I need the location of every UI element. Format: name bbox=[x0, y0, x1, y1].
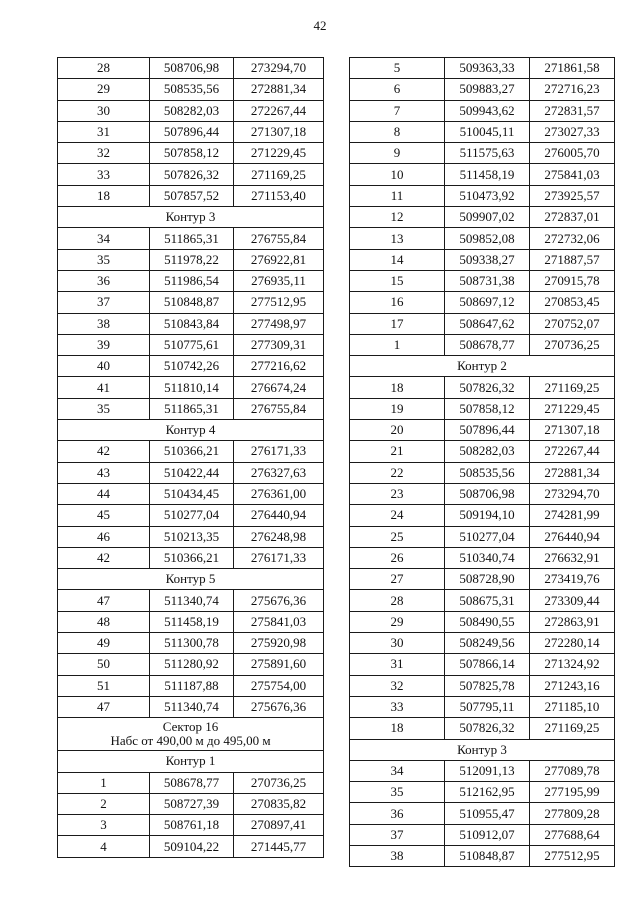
coord-y-cell: 276361,00 bbox=[234, 483, 324, 504]
coord-x-cell: 510473,92 bbox=[445, 185, 530, 206]
sector-title: Сектор 16 bbox=[162, 719, 219, 735]
table-row bbox=[350, 483, 615, 504]
coord-y-cell: 277089,78 bbox=[530, 760, 615, 781]
coord-x-cell: 508706,98 bbox=[445, 483, 530, 504]
table-row bbox=[350, 718, 615, 739]
point-number-cell: 51 bbox=[58, 675, 150, 696]
coord-x-cell: 511865,31 bbox=[150, 228, 234, 249]
coord-y-cell: 276674,24 bbox=[234, 377, 324, 398]
table-row bbox=[350, 675, 615, 696]
point-number-cell: 47 bbox=[58, 696, 150, 717]
coord-y-cell: 277512,95 bbox=[530, 845, 615, 866]
point-number-cell: 11 bbox=[350, 185, 445, 206]
coord-x-cell: 511810,14 bbox=[150, 377, 234, 398]
coord-x-cell: 507826,32 bbox=[445, 718, 530, 739]
contour-header-row bbox=[58, 207, 324, 228]
coord-y-cell: 276171,33 bbox=[234, 441, 324, 462]
point-number-cell: 17 bbox=[350, 313, 445, 334]
coord-y-cell: 275891,60 bbox=[234, 654, 324, 675]
coord-x-cell: 507858,12 bbox=[445, 398, 530, 419]
coord-y-cell: 276922,81 bbox=[234, 249, 324, 270]
coord-x-cell: 511458,19 bbox=[150, 611, 234, 632]
coord-y-cell: 277809,28 bbox=[530, 803, 615, 824]
point-number-cell: 15 bbox=[350, 270, 445, 291]
point-number-cell: 45 bbox=[58, 505, 150, 526]
table-row bbox=[58, 270, 324, 291]
point-number-cell: 8 bbox=[350, 121, 445, 142]
table-row bbox=[58, 143, 324, 164]
coord-y-cell: 271307,18 bbox=[234, 121, 324, 142]
point-number-cell: 1 bbox=[58, 772, 150, 793]
table-row bbox=[58, 100, 324, 121]
coord-y-cell: 272267,44 bbox=[234, 100, 324, 121]
point-number-cell: 12 bbox=[350, 207, 445, 228]
coord-x-cell: 512162,95 bbox=[445, 782, 530, 803]
coord-y-cell: 270736,25 bbox=[530, 334, 615, 355]
coord-x-cell: 507826,32 bbox=[150, 164, 234, 185]
sector-height-range: Набс от 490,00 м до 495,00 м bbox=[110, 733, 271, 749]
table-row bbox=[58, 185, 324, 206]
point-number-cell: 4 bbox=[58, 836, 150, 857]
coord-x-cell: 510434,45 bbox=[150, 483, 234, 504]
coord-y-cell: 275676,36 bbox=[234, 590, 324, 611]
coord-x-cell: 507795,11 bbox=[445, 696, 530, 717]
coord-x-cell: 510848,87 bbox=[150, 292, 234, 313]
point-number-cell: 39 bbox=[58, 334, 150, 355]
point-number-cell: 27 bbox=[350, 569, 445, 590]
point-number-cell: 1 bbox=[350, 334, 445, 355]
table-row bbox=[350, 334, 615, 355]
table-row bbox=[58, 462, 324, 483]
point-number-cell: 34 bbox=[58, 228, 150, 249]
point-number-cell: 7 bbox=[350, 100, 445, 121]
table-row bbox=[58, 505, 324, 526]
point-number-cell: 42 bbox=[58, 547, 150, 568]
coord-y-cell: 272831,57 bbox=[530, 100, 615, 121]
table-row bbox=[350, 526, 615, 547]
coord-y-cell: 276327,63 bbox=[234, 462, 324, 483]
point-number-cell: 2 bbox=[58, 793, 150, 814]
sector-header bbox=[58, 718, 324, 751]
coord-y-cell: 271185,10 bbox=[530, 696, 615, 717]
coord-x-cell: 507857,52 bbox=[150, 185, 234, 206]
coordinates-table-left bbox=[57, 57, 324, 858]
table-row bbox=[350, 803, 615, 824]
coord-y-cell: 271153,40 bbox=[234, 185, 324, 206]
point-number-cell: 16 bbox=[350, 292, 445, 313]
coord-y-cell: 272881,34 bbox=[530, 462, 615, 483]
coord-x-cell: 509943,62 bbox=[445, 100, 530, 121]
coord-y-cell: 273294,70 bbox=[234, 58, 324, 79]
coord-x-cell: 510340,74 bbox=[445, 547, 530, 568]
coord-y-cell: 275676,36 bbox=[234, 696, 324, 717]
coord-x-cell: 511986,54 bbox=[150, 270, 234, 291]
point-number-cell: 18 bbox=[350, 377, 445, 398]
contour-header-row bbox=[350, 739, 615, 760]
contour-header-row bbox=[58, 569, 324, 590]
coord-x-cell: 509194,10 bbox=[445, 505, 530, 526]
coord-x-cell: 510742,26 bbox=[150, 356, 234, 377]
point-number-cell: 24 bbox=[350, 505, 445, 526]
coord-y-cell: 276005,70 bbox=[530, 143, 615, 164]
table-row bbox=[58, 121, 324, 142]
table-row bbox=[350, 398, 615, 419]
coord-x-cell: 509907,02 bbox=[445, 207, 530, 228]
coord-y-cell: 277309,31 bbox=[234, 334, 324, 355]
table-row bbox=[58, 79, 324, 100]
coord-y-cell: 276935,11 bbox=[234, 270, 324, 291]
table-row bbox=[350, 782, 615, 803]
coord-y-cell: 271229,45 bbox=[234, 143, 324, 164]
coord-y-cell: 276440,94 bbox=[530, 526, 615, 547]
coord-y-cell: 276171,33 bbox=[234, 547, 324, 568]
table-row bbox=[350, 654, 615, 675]
coord-x-cell: 509104,22 bbox=[150, 836, 234, 857]
table-row bbox=[350, 121, 615, 142]
point-number-cell: 32 bbox=[58, 143, 150, 164]
coord-x-cell: 510277,04 bbox=[150, 505, 234, 526]
table-row bbox=[58, 398, 324, 419]
coord-y-cell: 273309,44 bbox=[530, 590, 615, 611]
table-row bbox=[350, 313, 615, 334]
point-number-cell: 18 bbox=[350, 718, 445, 739]
coord-x-cell: 508282,03 bbox=[445, 441, 530, 462]
coord-y-cell: 277498,97 bbox=[234, 313, 324, 334]
coord-y-cell: 273925,57 bbox=[530, 185, 615, 206]
coord-y-cell: 271169,25 bbox=[234, 164, 324, 185]
table-row bbox=[58, 547, 324, 568]
point-number-cell: 23 bbox=[350, 483, 445, 504]
table-row bbox=[58, 526, 324, 547]
point-number-cell: 36 bbox=[58, 270, 150, 291]
coordinates-table-right bbox=[349, 57, 615, 867]
coord-y-cell: 275841,03 bbox=[234, 611, 324, 632]
table-row bbox=[58, 313, 324, 334]
coord-y-cell: 271307,18 bbox=[530, 420, 615, 441]
coord-y-cell: 275920,98 bbox=[234, 633, 324, 654]
coord-y-cell: 271243,16 bbox=[530, 675, 615, 696]
point-number-cell: 18 bbox=[58, 185, 150, 206]
coord-y-cell: 270897,41 bbox=[234, 815, 324, 836]
point-number-cell: 46 bbox=[58, 526, 150, 547]
point-number-cell: 3 bbox=[58, 815, 150, 836]
coord-x-cell: 507858,12 bbox=[150, 143, 234, 164]
coord-x-cell: 509852,08 bbox=[445, 228, 530, 249]
table-row bbox=[350, 79, 615, 100]
table-row bbox=[350, 505, 615, 526]
point-number-cell: 36 bbox=[350, 803, 445, 824]
table-row bbox=[58, 164, 324, 185]
table-row bbox=[58, 696, 324, 717]
table-row bbox=[350, 100, 615, 121]
point-number-cell: 30 bbox=[350, 633, 445, 654]
table-row bbox=[350, 633, 615, 654]
table-row bbox=[58, 815, 324, 836]
coord-x-cell: 511340,74 bbox=[150, 590, 234, 611]
coord-x-cell: 510045,11 bbox=[445, 121, 530, 142]
table-row bbox=[58, 772, 324, 793]
coord-y-cell: 271887,57 bbox=[530, 249, 615, 270]
contour-header: Контур 5 bbox=[58, 569, 324, 590]
table-row bbox=[350, 441, 615, 462]
coord-y-cell: 272267,44 bbox=[530, 441, 615, 462]
coord-x-cell: 510422,44 bbox=[150, 462, 234, 483]
point-number-cell: 30 bbox=[58, 100, 150, 121]
coord-y-cell: 271229,45 bbox=[530, 398, 615, 419]
coord-x-cell: 507896,44 bbox=[150, 121, 234, 142]
point-number-cell: 40 bbox=[58, 356, 150, 377]
table-row bbox=[58, 483, 324, 504]
coord-y-cell: 271324,92 bbox=[530, 654, 615, 675]
coord-x-cell: 508675,31 bbox=[445, 590, 530, 611]
point-number-cell: 37 bbox=[350, 824, 445, 845]
coord-x-cell: 510912,07 bbox=[445, 824, 530, 845]
coord-y-cell: 275754,00 bbox=[234, 675, 324, 696]
coord-x-cell: 508761,18 bbox=[150, 815, 234, 836]
point-number-cell: 10 bbox=[350, 164, 445, 185]
coord-y-cell: 272863,91 bbox=[530, 611, 615, 632]
contour-header-row bbox=[350, 356, 615, 377]
contour-header: Контур 1 bbox=[58, 751, 324, 772]
coord-x-cell: 507896,44 bbox=[445, 420, 530, 441]
table-row bbox=[350, 824, 615, 845]
table-row bbox=[58, 793, 324, 814]
table-row bbox=[58, 292, 324, 313]
point-number-cell: 9 bbox=[350, 143, 445, 164]
table-row bbox=[58, 58, 324, 79]
point-number-cell: 13 bbox=[350, 228, 445, 249]
coord-x-cell: 508490,55 bbox=[445, 611, 530, 632]
table-row bbox=[58, 249, 324, 270]
coord-y-cell: 275841,03 bbox=[530, 164, 615, 185]
point-number-cell: 25 bbox=[350, 526, 445, 547]
coord-x-cell: 511280,92 bbox=[150, 654, 234, 675]
table-row bbox=[58, 377, 324, 398]
coord-x-cell: 512091,13 bbox=[445, 760, 530, 781]
point-number-cell: 26 bbox=[350, 547, 445, 568]
contour-header: Контур 2 bbox=[350, 356, 615, 377]
coord-y-cell: 277195,99 bbox=[530, 782, 615, 803]
table-row bbox=[350, 845, 615, 866]
coord-y-cell: 271861,58 bbox=[530, 58, 615, 79]
coord-x-cell: 508678,77 bbox=[150, 772, 234, 793]
point-number-cell: 35 bbox=[58, 249, 150, 270]
coord-x-cell: 508647,62 bbox=[445, 313, 530, 334]
coord-x-cell: 510277,04 bbox=[445, 526, 530, 547]
point-number-cell: 43 bbox=[58, 462, 150, 483]
table-row bbox=[350, 760, 615, 781]
table-row bbox=[350, 249, 615, 270]
point-number-cell: 44 bbox=[58, 483, 150, 504]
table-row bbox=[350, 228, 615, 249]
coord-y-cell: 271169,25 bbox=[530, 377, 615, 398]
table-row bbox=[350, 292, 615, 313]
coord-y-cell: 271445,77 bbox=[234, 836, 324, 857]
point-number-cell: 41 bbox=[58, 377, 150, 398]
coord-x-cell: 511575,63 bbox=[445, 143, 530, 164]
contour-header: Контур 3 bbox=[58, 207, 324, 228]
point-number-cell: 38 bbox=[350, 845, 445, 866]
table-row bbox=[58, 228, 324, 249]
point-number-cell: 49 bbox=[58, 633, 150, 654]
coord-y-cell: 277688,64 bbox=[530, 824, 615, 845]
coord-y-cell: 274281,99 bbox=[530, 505, 615, 526]
table-row bbox=[350, 207, 615, 228]
point-number-cell: 35 bbox=[350, 782, 445, 803]
point-number-cell: 28 bbox=[58, 58, 150, 79]
table-row bbox=[350, 462, 615, 483]
table-row bbox=[350, 185, 615, 206]
coord-x-cell: 511458,19 bbox=[445, 164, 530, 185]
coord-y-cell: 271169,25 bbox=[530, 718, 615, 739]
point-number-cell: 50 bbox=[58, 654, 150, 675]
contour-header-row bbox=[58, 751, 324, 772]
coord-y-cell: 270915,78 bbox=[530, 270, 615, 291]
coord-x-cell: 508727,39 bbox=[150, 793, 234, 814]
table-row bbox=[58, 590, 324, 611]
coord-x-cell: 508678,77 bbox=[445, 334, 530, 355]
point-number-cell: 6 bbox=[350, 79, 445, 100]
coord-y-cell: 272732,06 bbox=[530, 228, 615, 249]
table-row bbox=[350, 377, 615, 398]
point-number-cell: 38 bbox=[58, 313, 150, 334]
table-row bbox=[350, 58, 615, 79]
table-row bbox=[350, 143, 615, 164]
table-row bbox=[350, 611, 615, 632]
coord-x-cell: 509883,27 bbox=[445, 79, 530, 100]
table-row bbox=[350, 590, 615, 611]
contour-header: Контур 4 bbox=[58, 420, 324, 441]
point-number-cell: 48 bbox=[58, 611, 150, 632]
coord-x-cell: 508706,98 bbox=[150, 58, 234, 79]
table-row bbox=[350, 547, 615, 568]
table-row bbox=[58, 675, 324, 696]
coord-x-cell: 511340,74 bbox=[150, 696, 234, 717]
coord-x-cell: 510213,35 bbox=[150, 526, 234, 547]
coord-y-cell: 276248,98 bbox=[234, 526, 324, 547]
coord-x-cell: 511865,31 bbox=[150, 398, 234, 419]
point-number-cell: 5 bbox=[350, 58, 445, 79]
coord-x-cell: 508535,56 bbox=[445, 462, 530, 483]
table-row bbox=[58, 654, 324, 675]
coord-x-cell: 511300,78 bbox=[150, 633, 234, 654]
coord-x-cell: 507826,32 bbox=[445, 377, 530, 398]
coord-x-cell: 510843,84 bbox=[150, 313, 234, 334]
coord-y-cell: 272280,14 bbox=[530, 633, 615, 654]
page-number: 42 bbox=[313, 18, 327, 33]
coord-y-cell: 270835,82 bbox=[234, 793, 324, 814]
point-number-cell: 21 bbox=[350, 441, 445, 462]
coord-x-cell: 508282,03 bbox=[150, 100, 234, 121]
coord-x-cell: 511978,22 bbox=[150, 249, 234, 270]
point-number-cell: 33 bbox=[350, 696, 445, 717]
point-number-cell: 29 bbox=[350, 611, 445, 632]
point-number-cell: 14 bbox=[350, 249, 445, 270]
table-row bbox=[350, 420, 615, 441]
table-row bbox=[350, 164, 615, 185]
point-number-cell: 31 bbox=[350, 654, 445, 675]
point-number-cell: 31 bbox=[58, 121, 150, 142]
table-row bbox=[350, 569, 615, 590]
point-number-cell: 32 bbox=[350, 675, 445, 696]
coord-y-cell: 273294,70 bbox=[530, 483, 615, 504]
contour-header: Контур 3 bbox=[350, 739, 615, 760]
coord-y-cell: 270853,45 bbox=[530, 292, 615, 313]
coord-x-cell: 510366,21 bbox=[150, 441, 234, 462]
table-row bbox=[58, 611, 324, 632]
coord-y-cell: 276632,91 bbox=[530, 547, 615, 568]
point-number-cell: 47 bbox=[58, 590, 150, 611]
table-row bbox=[58, 334, 324, 355]
point-number-cell: 37 bbox=[58, 292, 150, 313]
coord-x-cell: 511187,88 bbox=[150, 675, 234, 696]
table-row bbox=[58, 633, 324, 654]
coord-x-cell: 509338,27 bbox=[445, 249, 530, 270]
coord-y-cell: 270736,25 bbox=[234, 772, 324, 793]
point-number-cell: 29 bbox=[58, 79, 150, 100]
coord-y-cell: 273419,76 bbox=[530, 569, 615, 590]
coord-y-cell: 277512,95 bbox=[234, 292, 324, 313]
point-number-cell: 33 bbox=[58, 164, 150, 185]
coord-y-cell: 272881,34 bbox=[234, 79, 324, 100]
coord-x-cell: 510775,61 bbox=[150, 334, 234, 355]
coord-y-cell: 276755,84 bbox=[234, 228, 324, 249]
table-row bbox=[58, 441, 324, 462]
point-number-cell: 20 bbox=[350, 420, 445, 441]
coord-x-cell: 508249,56 bbox=[445, 633, 530, 654]
coord-y-cell: 273027,33 bbox=[530, 121, 615, 142]
coord-x-cell: 507825,78 bbox=[445, 675, 530, 696]
coord-x-cell: 508731,38 bbox=[445, 270, 530, 291]
coord-x-cell: 510366,21 bbox=[150, 547, 234, 568]
point-number-cell: 22 bbox=[350, 462, 445, 483]
point-number-cell: 34 bbox=[350, 760, 445, 781]
coord-x-cell: 508697,12 bbox=[445, 292, 530, 313]
table-row bbox=[58, 836, 324, 857]
point-number-cell: 28 bbox=[350, 590, 445, 611]
table-row bbox=[350, 270, 615, 291]
coord-y-cell: 277216,62 bbox=[234, 356, 324, 377]
coord-y-cell: 270752,07 bbox=[530, 313, 615, 334]
contour-header-row bbox=[58, 420, 324, 441]
coord-y-cell: 272716,23 bbox=[530, 79, 615, 100]
point-number-cell: 19 bbox=[350, 398, 445, 419]
point-number-cell: 35 bbox=[58, 398, 150, 419]
coord-x-cell: 508535,56 bbox=[150, 79, 234, 100]
coord-x-cell: 510848,87 bbox=[445, 845, 530, 866]
sector-header-row bbox=[58, 718, 324, 751]
table-row bbox=[350, 696, 615, 717]
coord-y-cell: 276755,84 bbox=[234, 398, 324, 419]
coord-x-cell: 509363,33 bbox=[445, 58, 530, 79]
table-row bbox=[58, 356, 324, 377]
coord-y-cell: 276440,94 bbox=[234, 505, 324, 526]
coord-x-cell: 510955,47 bbox=[445, 803, 530, 824]
coord-y-cell: 272837,01 bbox=[530, 207, 615, 228]
coord-x-cell: 507866,14 bbox=[445, 654, 530, 675]
coord-x-cell: 508728,90 bbox=[445, 569, 530, 590]
point-number-cell: 42 bbox=[58, 441, 150, 462]
